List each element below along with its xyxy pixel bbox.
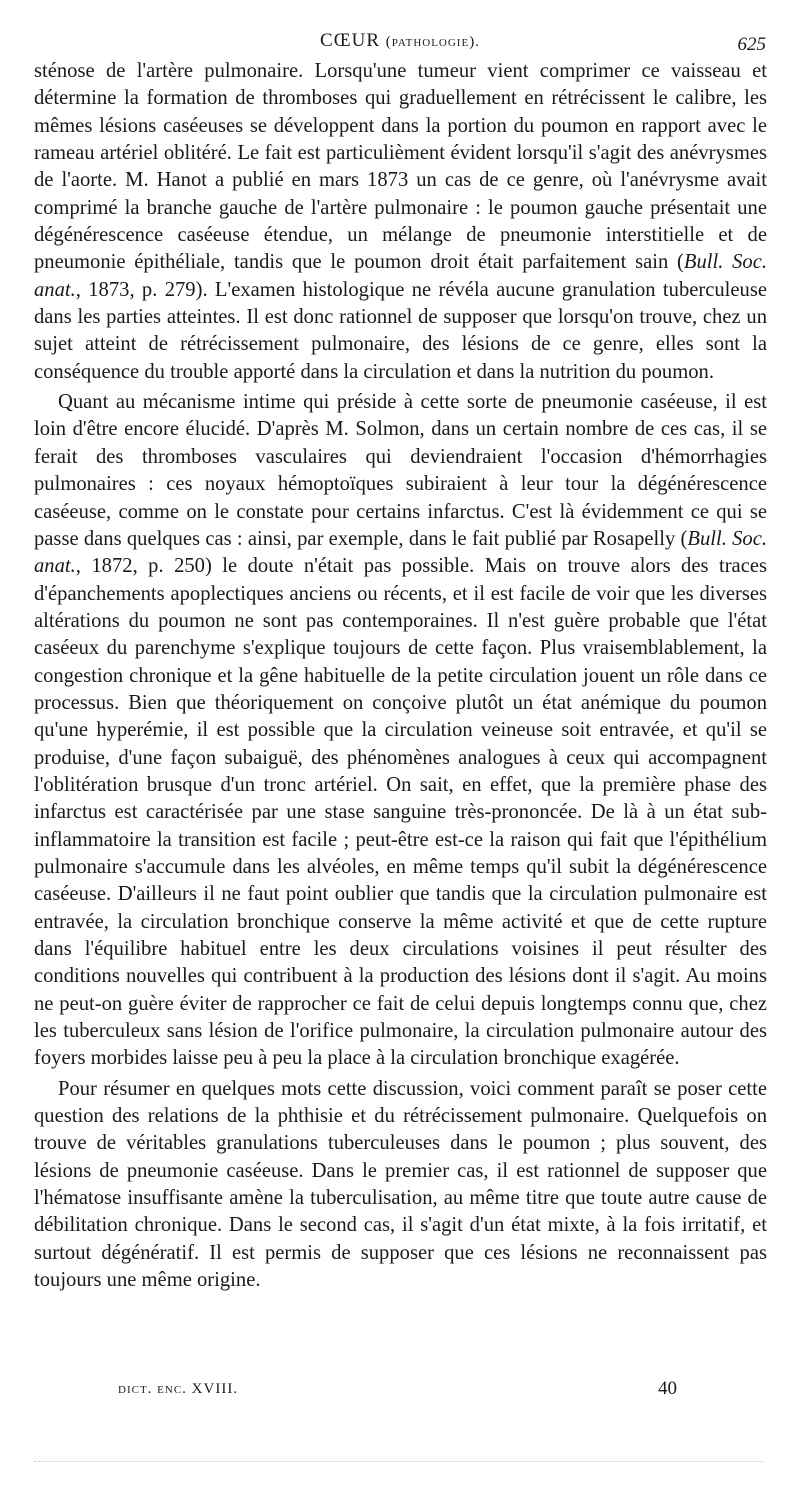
paragraph-2-text-end: , 1872, p. 250) le doute n'était pas possible. Mais on trouve alors des traces d'épanchements apoplectiques anciens ou récents, et il est facile de voir que les diverses altérations du poumon ne sont pas contemporaines. Il n'est guère probable que l'état caséeux du parenchyme s'explique toujours de cette façon. Plus vraisemblablement, la congestion chronique et la gêne habituelle de la petite circulation jouent un rôle dans ce processus. Bien que théoriquement on conçoive plutôt un état anémique du poumon qu'une hyperémie, il est possible que la circulation veineuse soit entravée, et qu'il se produise, d'une façon subaiguë, des phénomènes analogues à ceux qui accompagnent l'oblitération brusque d'un tronc artériel. On sait, en effet, que la première phase des infarctus est caractérisée par une stase sanguine très-prononcée. De là à un état sub-inflammatoire la transition est facile ; peut-être est-ce la raison qui fait que l'épithélium pulmonaire s'accumule dans les alvéoles, en même temps qu'il subit la dégénérescence caséeuse. D'ailleurs il ne faut point oublier que tandis que la circulation pulmonaire est entravée, la circulation bronchique conserve la même activité et que de cette rupture dans l'équilibre habituel entre les deux circulations voisines il peut résulter des conditions nouvelles qui contribuent à la production des lésions dont il s'agit. Au moins ne peut-on guère éviter de rapprocher ce fait de celui depuis longtemps connu que, chez les tuberculeux sans lésion de l'orifice pulmonaire, la circulation pulmonaire autour des foyers morbides laisse peu à peu la place à la circulation bronchique exagérée. [34,555,767,1070]
running-head [0,30,800,52]
paragraph-2 [34,389,767,1073]
paragraph-1-text-end: , 1873, p. 279). L'examen histologique ne révéla aucune granulation tuberculeuse dans les parties atteintes. Il est donc rationnel de supposer que lorsqu'on trouve, chez un sujet atteint de rétrécissement pulmonaire, des lésions de ce genre, elles sont la conséquence du trouble apporté dans la circulation et dans la nutrition du poumon. [34,278,767,383]
paragraph-1-text: sténose de l'artère pulmonaire. Lorsqu'une tumeur vient comprimer ce vaisseau et détermine la formation de thromboses qui graduellement en rétrécissent le calibre, les mêmes lésions caséeuses se développent dans la portion du poumon en rapport avec le rameau artériel oblitéré. Le fait est particulièment évident lorsqu'il s'agit des anévrysmes de l'aorte. M. Hanot a publié en mars 1873 un cas de ce genre, où l'anévrysme avait comprimé la branche gauche de l'artère pulmonaire : le poumon gauche présentait une dégénérescence caséeuse étendue, un mélange de pneumonie interstitielle et de pneumonie épithéliale, tandis que le poumon droit était parfaitement sain ( [34,60,767,274]
running-head-subtitle: (pathologie). [385,34,480,50]
citation: Bull. Soc. anat. [34,527,767,578]
page-number: 625 [737,34,766,55]
paragraph-1 [34,58,767,386]
running-head-title: CŒUR [320,30,381,51]
body-text [34,58,767,1294]
citation: Bull. Soc. anat. [34,251,767,301]
scan-artifact-rule [34,1461,764,1462]
sheet-number: 40 [658,1378,677,1399]
signature-mark: dict. enc. XVIII. [118,1381,239,1397]
paragraph-2-text: Quant au mécanisme intime qui préside à cette sorte de pneumonie caséeuse, il est loin d'être encore élucidé. D'après M. Solmon, dans un certain nombre de ces cas, il se ferait des thromboses vasculaires qui deviendraient l'occasion d'hémorrhagies pulmonaires : ces noyaux hémoptoïques subiraient à leur tour la dégénérescence caséeuse, comme on le constate pour certains infarctus. C'est là évidemment ce qui se passe dans quelques cas : ainsi, par exemple, dans le fait publié par Rosapelly ( [34,391,767,550]
paragraph-3: Pour résumer en quelques mots cette discussion, voici comment paraît se poser cette question des relations de la phthisie et du rétrécissement pulmonaire. Quelquefois on trouve de véritables granulations tuberculeuses dans le poumon ; plus souvent, des lésions de pneumonie caséeuse. Dans le premier cas, il est rationnel de supposer que l'hématose insuffisante amène la tuberculisation, au même titre que toute autre cause de débilitation chronique. Dans le second cas, il s'agit d'un état mixte, à la fois irritatif, et surtout dégénératif. Il est permis de supposer que ces lésions ne reconnaissent pas toujours une même origine. [34,1077,767,1292]
